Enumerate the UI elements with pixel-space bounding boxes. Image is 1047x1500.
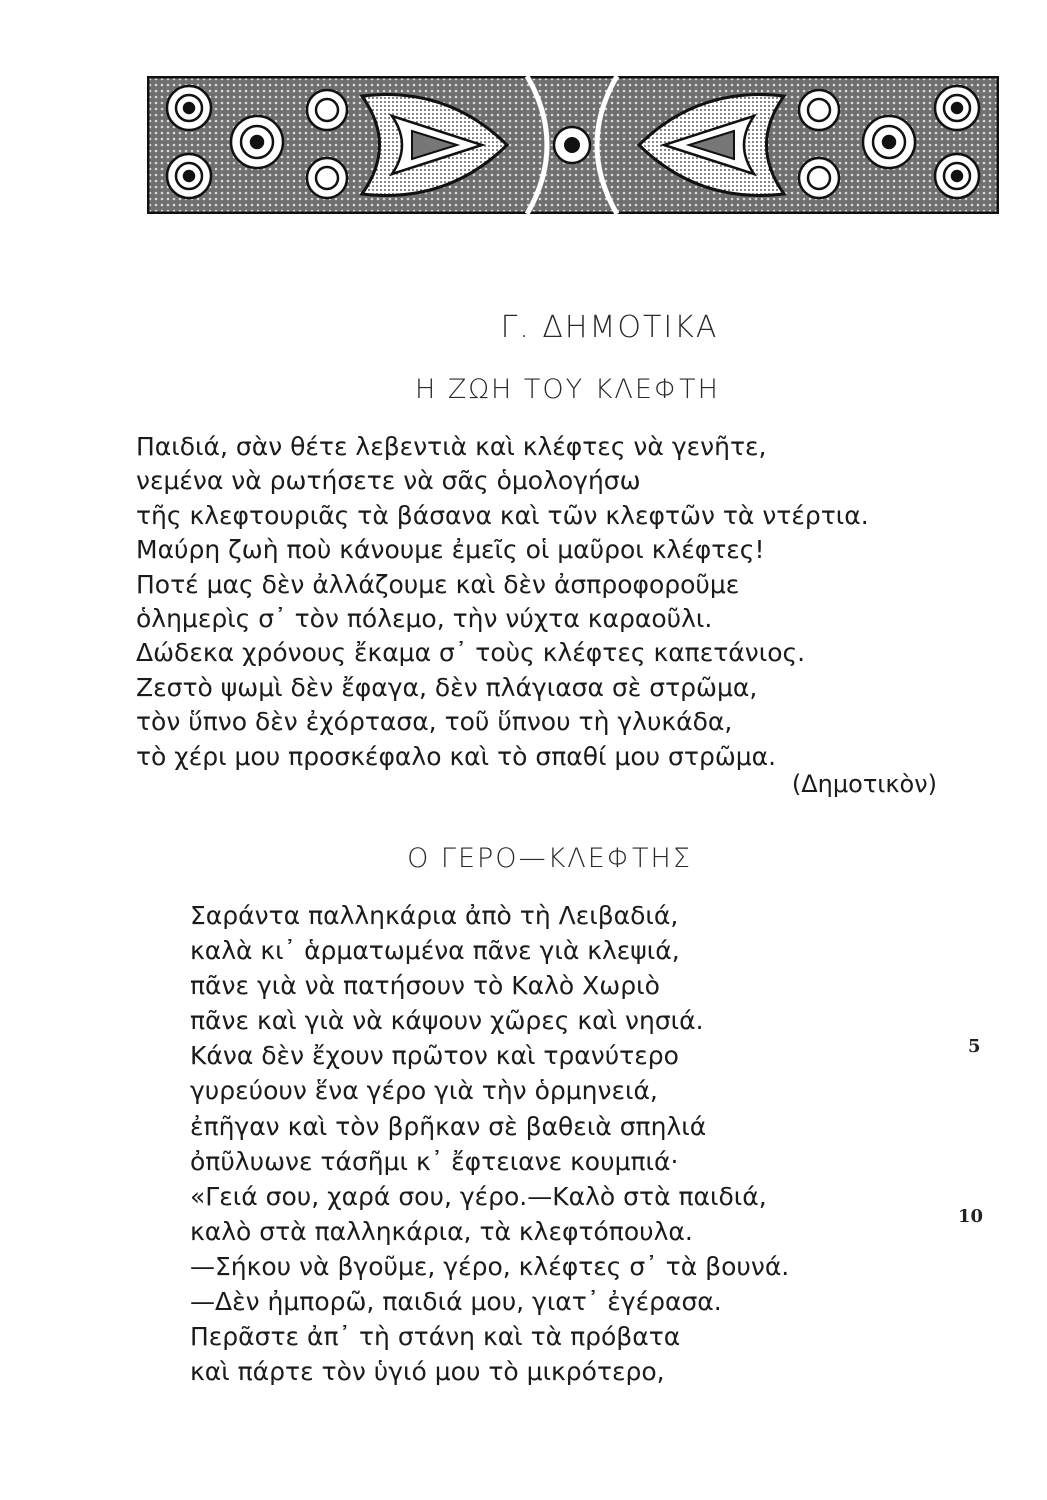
- line-number-5: 5: [968, 1036, 981, 1057]
- poem-line: τῆς κλεφτουριᾶς τὰ βάσανα καὶ τῶν κλεφτῶν τὰ ντέρτια.: [136, 500, 869, 530]
- poem-line: Δώδεκα χρόνους ἔκαμα σ᾽ τοὺς κλέφτες καπετάνιος.: [136, 638, 806, 668]
- poem-line: Μαύρη ζωὴ ποὺ κάνουμε ἐμεῖς οἱ μαῦροι κλέφτες!: [136, 535, 765, 565]
- poem-line: Κάνα δὲν ἔχουν πρῶτον καὶ τρανύτερο: [190, 1041, 679, 1071]
- poem-line: καὶ πάρτε τὸν ὑγιό μου τὸ μικρότερο,: [190, 1357, 665, 1387]
- poem1-lines: [136, 430, 869, 774]
- poem-line: καλὸ στὰ παλληκάρια, τὰ κλεφτόπουλα.: [190, 1216, 693, 1246]
- poem1-title: Η ΖΩΗ ΤΟΥ ΚΛΕΦΤΗ: [415, 374, 720, 405]
- poem-line: πᾶνε γιὰ νὰ πατήσουν τὸ Καλὸ Χωριὸ: [190, 971, 660, 1001]
- poem1-attribution: (Δημοτικὸν): [791, 770, 937, 798]
- poem2-title: Ο ΓΕΡΟ—ΚΛΕΦΤΗΣ: [407, 843, 692, 874]
- poem-line: τὸ χέρι μου προσκέφαλο καὶ τὸ σπαθί μου στρῶμα.: [136, 741, 777, 771]
- poem-line: Σαράντα παλληκάρια ἀπὸ τὴ Λειβαδιά,: [190, 901, 679, 930]
- poem-line: γυρεύουν ἕνα γέρο γιὰ τὴν ὁρμηνειά,: [190, 1076, 658, 1106]
- section-title: Γ. ΔΗΜΟΤΙΚΑ: [500, 310, 719, 345]
- poem-line: Ποτέ μας δὲν ἀλλάζουμε καὶ δὲν ἀσπροφοροῦμε: [136, 569, 740, 599]
- poem-line: —Σήκου νὰ βγοῦμε, γέρο, κλέφτες σ᾽ τὰ βουνά.: [190, 1251, 790, 1281]
- poem-line: ὀπῦλυωνε τάσῆμι κ᾽ ἔφτειανε κουμπιά·: [190, 1146, 679, 1176]
- ornament-svg: [147, 76, 999, 214]
- line-number-10: 10: [958, 1206, 984, 1227]
- poem-line: ἐπῆγαν καὶ τὸν βρῆκαν σὲ βαθειὰ σπηλιά: [190, 1111, 707, 1141]
- poem-line: —Δὲν ἠμπορῶ, παιδιά μου, γιατ᾽ ἐγέρασα.: [190, 1287, 722, 1317]
- poem-line: «Γειά σου, χαρά σου, γέρο.—Καλὸ στὰ παιδιά,: [190, 1181, 767, 1211]
- poem-line: Ζεστὸ ψωμὶ δὲν ἔφαγα, δὲν πλάγιασα σὲ στρῶμα,: [136, 672, 758, 702]
- poem-line: ὁλημερὶς σ᾽ τὸν πόλεμο, τὴν νύχτα καραοῦλι.: [136, 603, 713, 633]
- poem-line: Περᾶστε ἀπ᾽ τὴ στάνη καὶ τὰ πρόβατα: [190, 1322, 681, 1352]
- poem2-lines: [190, 898, 789, 1389]
- poem-line: νεμένα νὰ ρωτήσετε νὰ σᾶς ὁμολογήσω: [136, 466, 641, 496]
- ornamental-banner-illustration: [147, 76, 999, 214]
- poem-line: τὸν ὕπνο δὲν ἐχόρτασα, τοῦ ὕπνου τὴ γλυκάδα,: [136, 707, 733, 737]
- poem-line: καλὰ κι᾽ ἁρματωμένα πᾶνε γιὰ κλεψιά,: [190, 936, 680, 966]
- poem-line: Παιδιά, σὰν θέτε λεβεντιὰ καὶ κλέφτες νὰ γενῆτε,: [136, 432, 767, 461]
- poem-line: πᾶνε καὶ γιὰ νὰ κάψουν χῶρες καὶ νησιά.: [190, 1006, 704, 1036]
